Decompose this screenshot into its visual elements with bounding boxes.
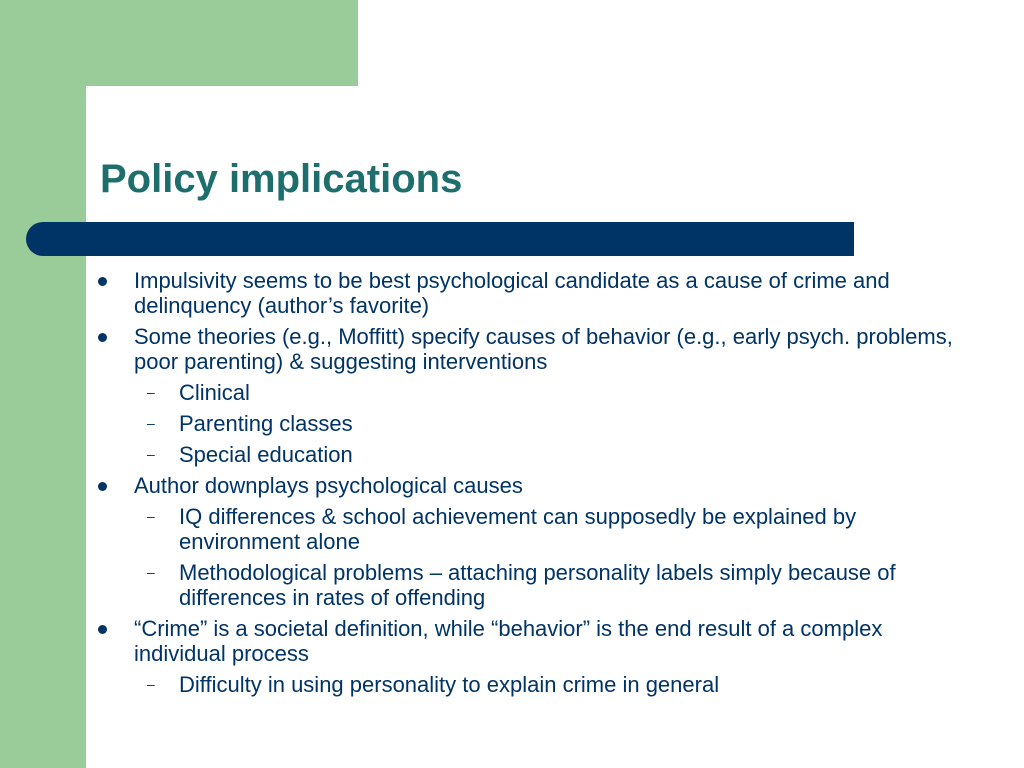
green-accent-top	[0, 0, 358, 86]
dash-icon: –	[147, 384, 155, 400]
sub-bullet-list	[134, 672, 976, 697]
sub-bullet-text: Clinical	[179, 380, 250, 405]
bullet-text: “Crime” is a societal definition, while “behavior” is the end result of a complex individual process	[134, 616, 883, 666]
bullet-dot-icon	[98, 333, 107, 342]
dash-icon: –	[147, 508, 155, 524]
bullet-text: Author downplays psychological causes	[134, 473, 523, 498]
bullet-dot-icon	[98, 277, 107, 286]
green-accent-left	[0, 0, 86, 768]
bullet-text: Impulsivity seems to be best psychological candidate as a cause of crime and delinquency (author’s favorite)	[134, 268, 890, 318]
bullet-item	[96, 324, 976, 467]
bullet-item	[96, 616, 976, 697]
dash-icon: –	[147, 446, 155, 462]
sub-bullet-text: Parenting classes	[179, 411, 353, 436]
bullet-text: Some theories (e.g., Moffitt) specify causes of behavior (e.g., early psych. problems, poor parenting) & suggesting interventions	[134, 324, 953, 374]
sub-bullet-list	[134, 504, 976, 610]
slide-title: Policy implications	[100, 157, 463, 201]
sub-bullet-text: Special education	[179, 442, 353, 467]
bullet-list	[96, 268, 976, 697]
title-underline-bar	[26, 222, 854, 256]
dash-icon: –	[147, 564, 155, 580]
bullet-dot-icon	[98, 482, 107, 491]
bullet-dot-icon	[98, 625, 107, 634]
sub-bullet-list	[134, 380, 976, 467]
sub-bullet-text: Difficulty in using personality to explain crime in general	[179, 672, 720, 697]
sub-bullet-item	[134, 380, 976, 405]
sub-bullet-item	[134, 672, 976, 697]
sub-bullet-item	[134, 411, 976, 436]
sub-bullet-text: Methodological problems – attaching personality labels simply because of differences in rates of offending	[179, 560, 896, 610]
sub-bullet-item	[134, 560, 976, 610]
dash-icon: –	[147, 676, 155, 692]
bullet-item	[96, 268, 976, 318]
sub-bullet-item	[134, 442, 976, 467]
bullet-item	[96, 473, 976, 610]
sub-bullet-item	[134, 504, 976, 554]
dash-icon: –	[147, 415, 155, 431]
sub-bullet-text: IQ differences & school achievement can supposedly be explained by environment alone	[179, 504, 857, 554]
